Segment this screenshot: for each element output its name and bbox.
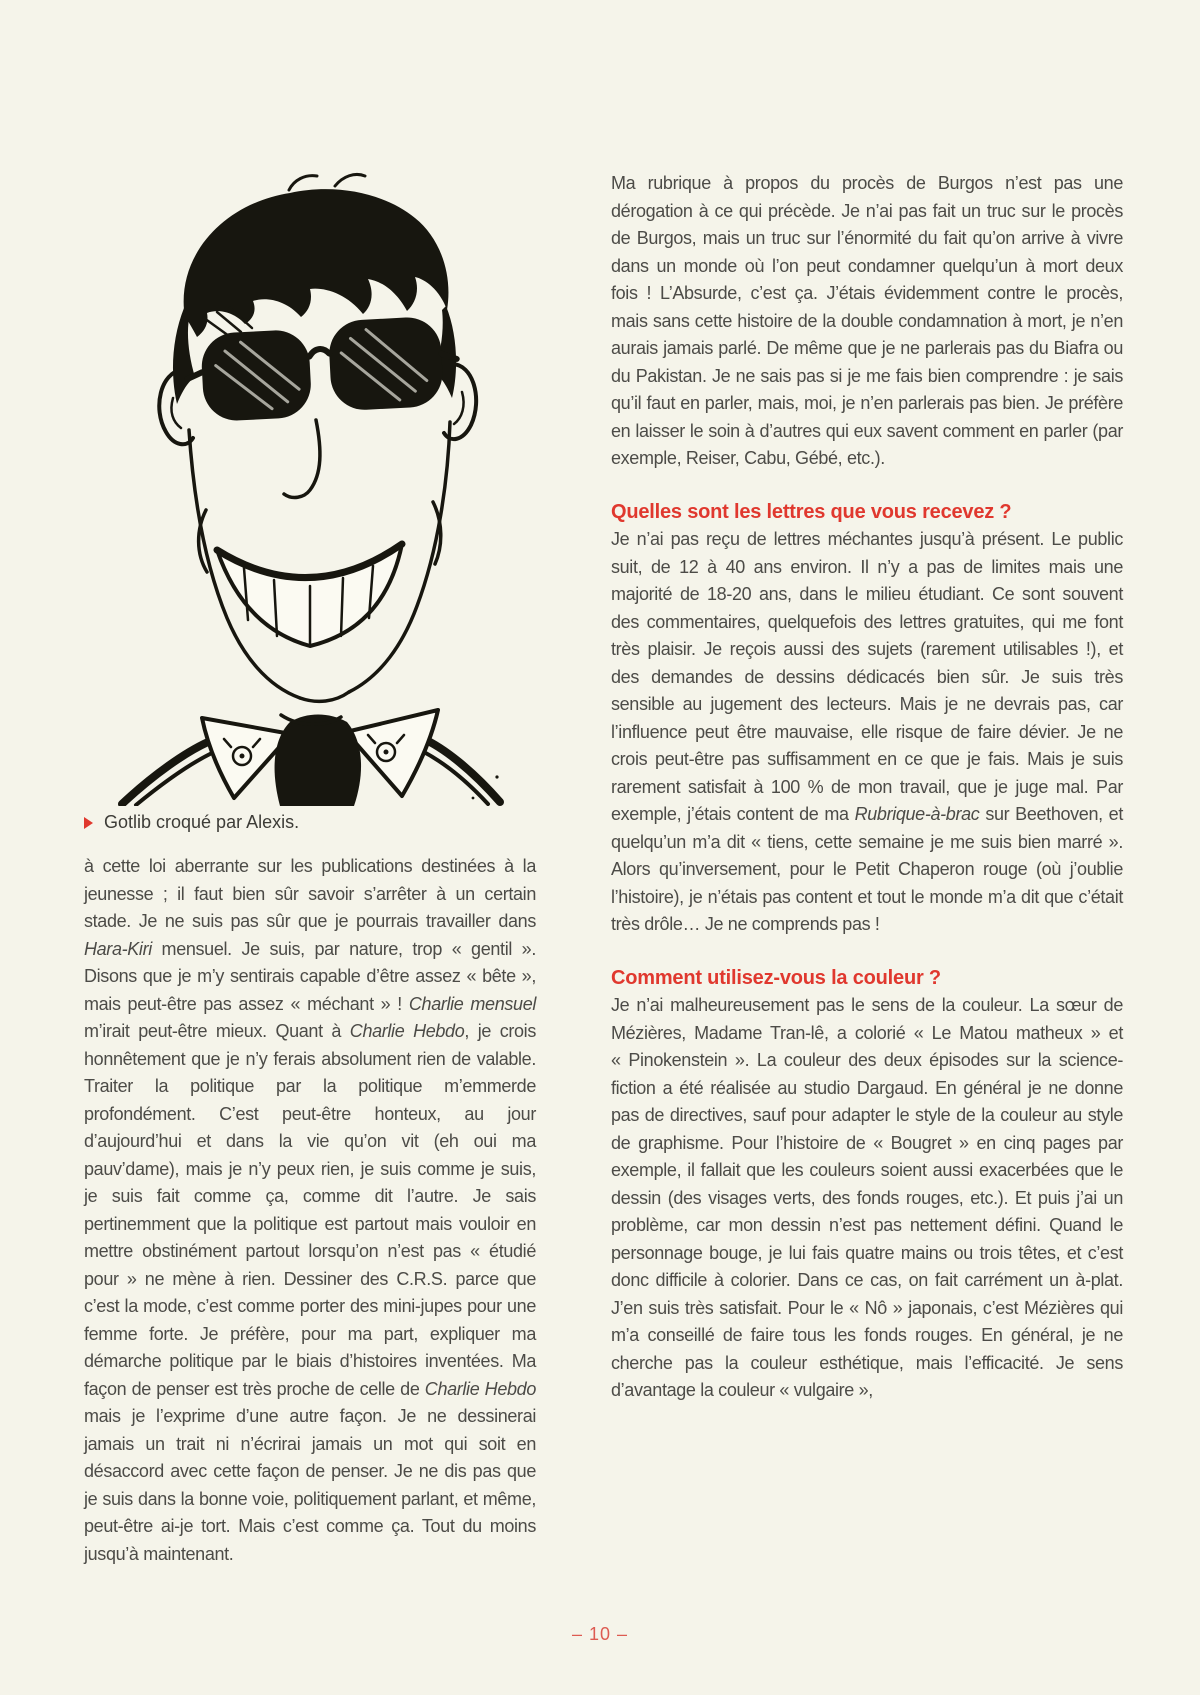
page-number: – 10 – — [571, 1624, 629, 1644]
gotlib-caricature-illustration — [84, 158, 536, 833]
caption-arrow-icon — [84, 817, 93, 829]
question-heading-letters: Quelles sont les lettres que vous recevez ? — [611, 500, 1012, 523]
caricature-drawing — [84, 158, 536, 806]
illustration-caption-row — [84, 812, 536, 833]
nose — [284, 420, 320, 497]
cravat-knot — [275, 715, 361, 807]
smiling-mouth — [217, 544, 402, 646]
left-column — [84, 158, 536, 1568]
left-column-paragraph: à cette loi aberrante sur les publications destinées à la jeunesse ; il faut bien sûr savoir s’arrêter à un certain stade. Je ne suis pas sûr que je pourrais travailler dans Hara-Kiri mensuel. Je suis, par nature, trop « gentil ». Disons que je m’y sentirais capable d’être assez « bête », mais peut-être pas assez « méchant » ! Charlie mensuel m’irait peut-être mieux. Quant à Charlie Hebdo, je crois honnêtement que je n’y ferais absolument rien de valable. Traiter la politique par la politique m’emmerde profondément. C’est peut-être honteux, au jour d’aujourd’hui et dans la vie qu’on vit (eh oui ma pauv’dame), mais je n’y peux rien, je suis comme je suis, je suis fait comme ça, comme dit l’autre. Je sais pertinemment que la politique est partout mais vouloir en mettre obstinément partout lorsqu’on n’est pas « étudié pour » ne mène à rien. Dessiner des C.R.S. parce que c’est la mode, c’est comme porter des mini-jupes pour une femme forte. Je préfère, pour ma part, expliquer ma démarche politique par le biais d’histoires inventées. Ma façon de penser est très proche de celle de Charlie Hebdo mais je l’exprime d’une autre façon. Je ne dessinerai jamais un trait ni n’écrirai jamais un mot qui soit en désaccord avec cette façon de penser. Je ne dis pas que je suis dans la bonne voie, politiquement parlant, et même, peut-être ai-je tort. Mais c’est comme ça. Tout du moins jusqu’à maintenant. — [84, 856, 536, 1564]
right-column — [611, 170, 1123, 1405]
question-heading-color: Comment utilisez-vous la couleur ? — [611, 966, 941, 989]
answer-paragraph-color: Je n’ai malheureusement pas le sens de la couleur. La sœur de Mézières, Madame Tran-lê, a colorié « Le Matou matheux » et « Pinokenstein ». La couleur des deux épisodes sur la science-fiction a été réalisée au studio Dargaud. En général je ne donne pas de directives, sauf pour adapter le style de la couleur au style de graphisme. Pour l’histoire de « Bougret » en cinq pages par exemple, il fallait que les couleurs soient aussi exacerbées que le dessin (des visages verts, des fonds rouges, etc.). Et puis j’ai un problème, car mon dessin n’est pas nettement défini. Quand le personnage bouge, je lui fais quatre mains ou trois têtes, et c’est donc difficile à colorier. Dans ce cas, on fait carrément un à-plat. J’en suis très satisfait. Pour le « Nô » japonais, c’est Mézières qui m’a conseillé de faire tous les fonds rouges. En général, je ne cherche pas la couleur esthétique, mais l’efficacité. Je sens d’avantage la couleur « vulgaire », — [611, 995, 1123, 1400]
answer-paragraph-burgos: Ma rubrique à propos du procès de Burgos n’est pas une dérogation à ce qui précède. Je n’ai pas fait un truc sur le procès de Burgos, mais un truc sur l’énormité du fait qu’on arrive à vivre dans un monde où l’on peut condamner quelqu’un à mort deux fois ! L’Absurde, c’est ça. J’étais évidemment contre le procès, mais sans cette histoire de la double condamnation à mort, je n’en aurais jamais parlé. De même que je ne parlerais pas du Biafra ou du Pakistan. Je ne sais pas si je me fais bien comprendre : je sais qu’il faut en parler, mais, moi, je n’en parlerais pas bien. Je préfère en laisser le soin à d’autres qui eux savent comment en parler (par exemple, Reiser, Cabu, Gébé, etc.). — [611, 173, 1123, 468]
answer-paragraph-letters: Je n’ai pas reçu de lettres méchantes jusqu’à présent. Le public suit, de 12 à 40 ans environ. Il n’y a pas de limites mais une majorité de 18-20 ans, dans le milieu étudiant. Ce sont souvent des commentaires, quelquefois des lettres gratuites, qui me font très plaisir. Je reçois aussi des sujets (rarement utilisables !), et des demandes de dessins dédicacés bien sûr. Je suis très sensible au jugement des lecteurs. Mais je ne devrais pas, car l’influence peut être mauvaise, elle risque de faire dévier. Je ne crois peut-être pas suffisamment en ce que je fais. Mais je suis rarement satisfait à 100 % de mon travail, que je juge mal. Par exemple, j’étais content de ma Rubrique-à-brac sur Beethoven, et quelqu’un m’a dit « tiens, cette semaine je me suis bien marré ». Alors qu’inversement, pour le Petit Chaperon rouge (où j’oublie l’histoire), je n’étais pas content et tout le monde m’a dit que c’était très drôle… Je ne comprends pas ! — [611, 529, 1123, 934]
illustration-caption-text: Gotlib croqué par Alexis. — [104, 812, 300, 832]
sunglasses — [185, 315, 460, 423]
